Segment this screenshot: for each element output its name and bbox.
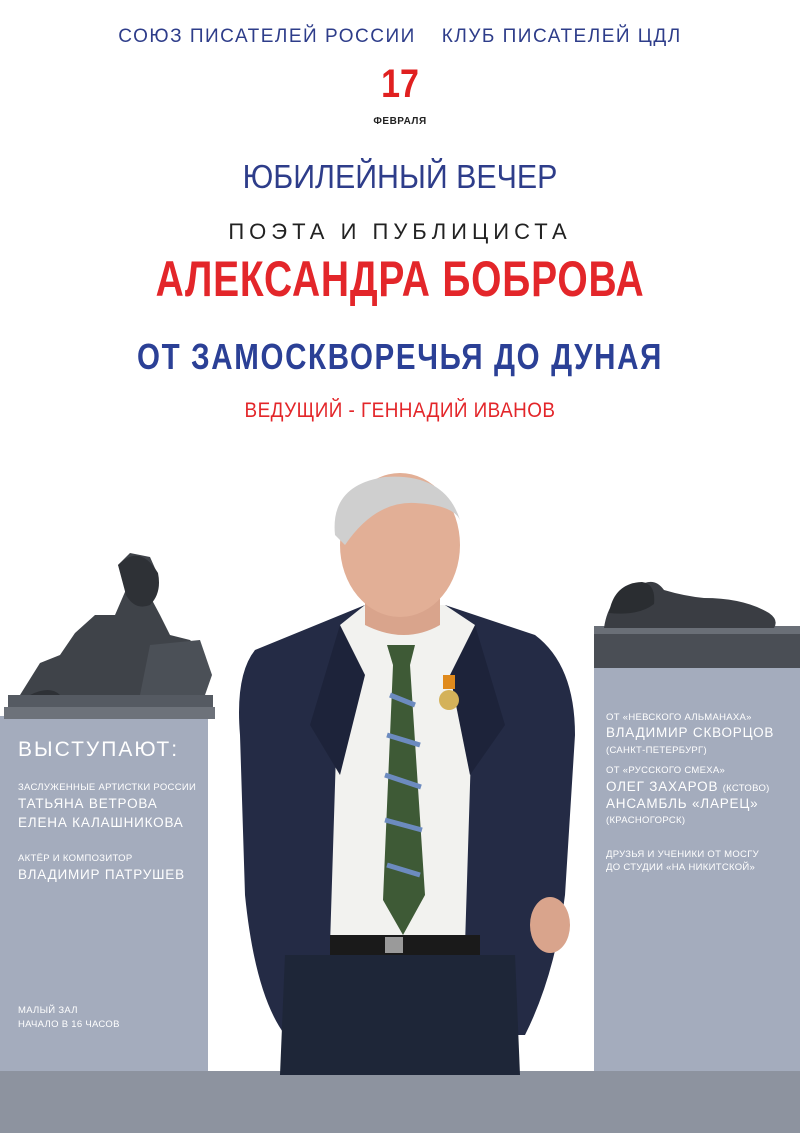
lion-statue-left-illustration xyxy=(0,545,215,720)
guest2-line xyxy=(606,778,770,796)
friends-line1: ДРУЗЬЯ И УЧЕНИКИ ОТ МОСГУ xyxy=(606,849,759,860)
performers-group1-caption: ЗАСЛУЖЕННЫЕ АРТИСТКИ РОССИИ xyxy=(18,782,197,793)
start-time: НАЧАЛО В 16 ЧАСОВ xyxy=(18,1019,120,1030)
performer-vetrova: ТАТЬЯНА ВЕТРОВА xyxy=(18,796,158,811)
lion-statue-right-illustration xyxy=(594,568,800,668)
guest1-affiliation: ОТ «НЕВСКОГО АЛЬМАНАХА» xyxy=(606,712,752,723)
event-subtitle: ПОЭТА И ПУБЛИЦИСТА xyxy=(228,219,572,244)
event-host: ВЕДУЩИЙ - ГЕННАДИЙ ИВАНОВ xyxy=(244,399,556,422)
performer-kalashnikova: ЕЛЕНА КАЛАШНИКОВА xyxy=(18,815,184,830)
guest1-city: (САНКТ-ПЕТЕРБУРГ) xyxy=(606,745,707,756)
org-writers-union: СОЮЗ ПИСАТЕЛЕЙ РОССИИ xyxy=(118,26,416,47)
friends-line2: ДО СТУДИИ «НА НИКИТСКОЙ» xyxy=(606,862,756,873)
performers-group2-caption: АКТЁР И КОМПОЗИТОР xyxy=(18,853,133,864)
guest2-city: (КСТОВО) xyxy=(722,783,770,794)
guest-zakharov: ОЛЕГ ЗАХАРОВ xyxy=(606,779,719,794)
event-title: ЮБИЛЕЙНЫЙ ВЕЧЕР xyxy=(242,158,558,195)
event-day: 17 xyxy=(381,62,419,106)
performers-heading: ВЫСТУПАЮТ: xyxy=(18,738,180,761)
floor-band xyxy=(0,1071,800,1133)
event-month: ФЕВРАЛЯ xyxy=(373,116,427,127)
org-cdl-club: КЛУБ ПИСАТЕЛЕЙ ЦДЛ xyxy=(441,26,682,47)
venue-hall: МАЛЫЙ ЗАЛ xyxy=(18,1005,78,1016)
left-info-panel xyxy=(0,716,208,1071)
guest-skvortsov: ВЛАДИМИР СКВОРЦОВ xyxy=(606,725,775,740)
guest-larets-ensemble: АНСАМБЛЬ «ЛАРЕЦ» xyxy=(606,796,759,811)
organizers-line xyxy=(0,26,800,48)
guest3-city: (КРАСНОГОРСК) xyxy=(606,815,686,826)
event-theme: ОТ ЗАМОСКВОРЕЧЬЯ ДО ДУНАЯ xyxy=(137,336,663,377)
honoree-portrait-illustration xyxy=(215,475,595,1075)
performer-patrushev: ВЛАДИМИР ПАТРУШЕВ xyxy=(18,867,185,882)
guest2-affiliation: ОТ «РУССКОГО СМЕХА» xyxy=(606,765,726,776)
honoree-name: АЛЕКСАНДРА БОБРОВА xyxy=(155,251,645,307)
